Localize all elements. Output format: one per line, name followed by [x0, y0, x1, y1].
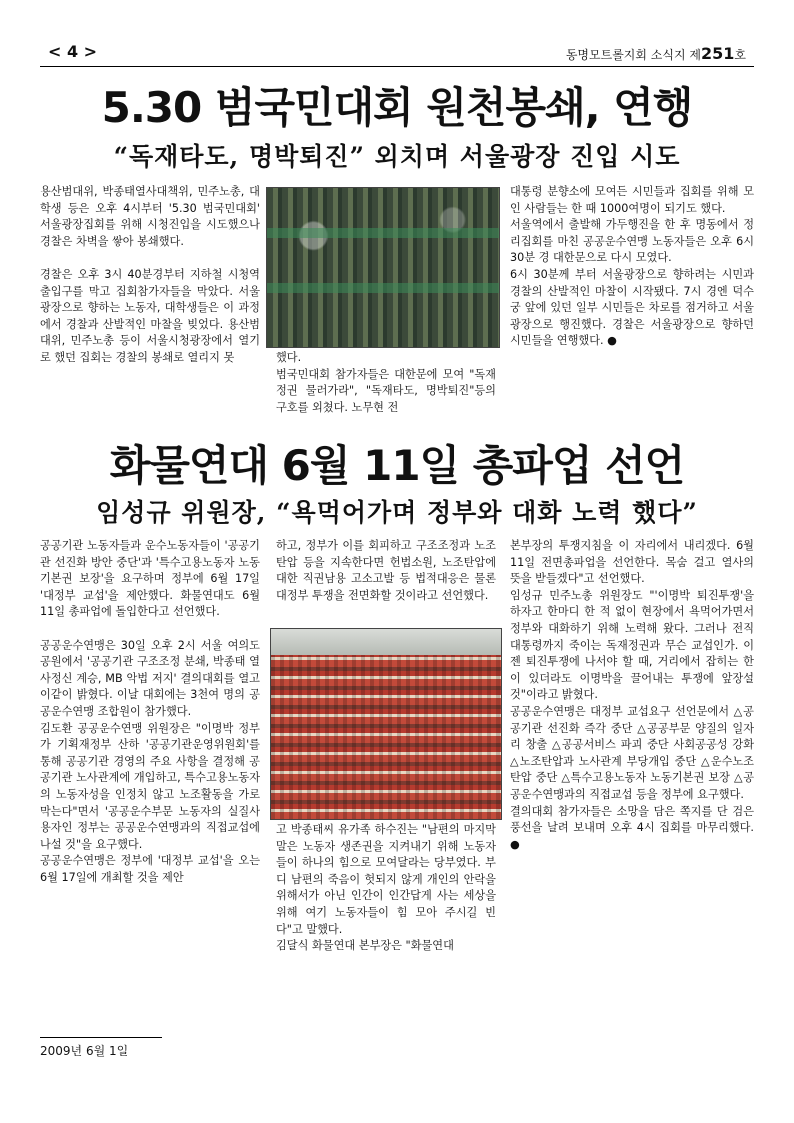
publication-issue: 동명모트롤지회 소식지 제251호 — [565, 44, 746, 63]
rally-photo — [266, 187, 500, 348]
article2-subhead: 임성규 위원장, “욕먹어가며 정부와 대화 노력 했다” — [96, 498, 698, 527]
article1-column-2: 했다. 범국민대회 참가자들은 대한문에 모여 "독재정권 물러가라", "독재타도, 명박퇴진"등의 구호를 외쳤다. 노무현 전 — [276, 351, 496, 414]
footer-divider — [40, 1037, 162, 1038]
article2-column-3: 본부장의 투쟁지침을 이 자리에서 내리겠다. 6월 11일 전면총파업을 선언한다. 목숨 걸고 열사의 뜻을 받들겠다"고 선언했다. 임성규 민주노총 위원장도 "'이명박 퇴진투쟁'을 하자고 한마디 한 적 없이 현장에서 욕먹어가면서 정부와 대화하기 위해 노력해 왔다. 그러나 전직 대통령까지 죽이는 독재정권과 무슨 교섭인가. 이젠 퇴진투쟁에 나서야 할 때, 거리에서 잡히는 한이 있더라도 이명박을 끌어내는 투쟁에 앞장설 것"이라고 밝혔다. 공공운수연맹은 대정부 교섭요구 선언문에서 △공공기관 선진화 즉각 중단 △공공부문 양질의 일자리 창출 △공공서비스 파괴 중단 사회공공성 강화 △노조탄압과 노사관계 부당개입 중단 △운수노조 탄압 중단 △특수고용노동자 노동기본권 보장 △공공운수연맹과의 직접교섭 등을 정부에 요구했다. 결의대회 참가자들은 소망을 담은 쪽지를 단 검은 풍선을 날려 보내며 오후 4시 집회를 마무리했다. ● — [510, 539, 754, 851]
issue-number: 251 — [701, 44, 735, 63]
article2-headline: 화물연대 6월 11일 총파업 선언 — [109, 441, 685, 490]
article2-column-1: 공공기관 노동자들과 운수노동자들이 '공공기관 선진화 방안 중단'과 '특수고용노동자 노동기본권 보장'을 요구하며 정부에 6월 17일 '대정부 교섭'을 제안했다. 화물연대도 6월 11일 총파업에 돌입한다고 선언했다. 공공운수연맹은 30일 오후 2시 서울 여의도공원에서 '공공기관 구조조정 분쇄, 박종태 열사정신 계승, MB 악법 저지' 결의대회를 열고 이같이 밝혔다. 이날 대회에는 3천여 명의 공공운수연맹 조합원이 참가했다. 김도환 공공운수연맹 위원장은 "이명박 정부가 기획재정부 산하 '공공기관운영위원회'를 통해 공공기관 경영의 주요 사항을 결정해 공공기관 노사관계에 개입하고, 특수고용노동자의 노동자성을 인정치 않고 노조활동을 가로막는다"면서 '공공운수부문 노동자의 실질사용자인 정부는 공공운수연맹과의 직접교섭에 나설 것"을 요구했다. 공공운수연맹은 정부에 '대정부 교섭'을 오는 6월 17일에 개최할 것을 제안 — [40, 539, 260, 884]
article1-column-3: 대통령 분향소에 모여든 시민들과 집회를 위해 모인 사람들는 한 때 1000여명이 되기도 했다. 서울역에서 출발해 가두행진을 한 후 명동에서 정리집회를 마친 공공운수연맹 노동자들은 오후 6시 30분 경 대한문으로 다시 모였다. 6시 30분께 부터 서울광장으로 향하려는 시민과 경찰의 산발적인 마찰이 시작됐다. 7시 경엔 덕수궁 앞에 있던 일부 시민들은 차로를 점거하고 서울광장으로 행진했다. 경찰은 서울광장으로 향하던 시민들을 연행했다. ● — [510, 185, 754, 348]
article1-headline: 5.30 범국민대회 원천봉쇄, 연행 — [101, 83, 693, 132]
strike-rally-photo — [270, 628, 502, 820]
article1-subhead: “독재타도, 명박퇴진” 외치며 서울광장 진입 시도 — [113, 142, 681, 171]
article2-column-2-top: 하고, 정부가 이를 회피하고 구조조정과 노조탄압 등을 지속한다면 헌법소원, 노조탄압에 대한 직권남용 고소고발 등 법적대응은 물론 대정부 투쟁을 전면화할 것이라고 선언했다. — [276, 539, 496, 602]
publication-date: 2009년 6월 1일 — [40, 1044, 129, 1058]
article1-column-1: 용산범대위, 박종태열사대책위, 민주노총, 대학생 등은 오후 4시부터 '5.30 범국민대회' 서울광장집회를 위해 시청진입을 시도했으나 경찰은 차벽을 쌓아 봉쇄했다. 경찰은 오후 3시 40분경부터 지하철 시청역 출입구를 막고 집회참가자들을 막았다. 서울광장으로 향하는 노동자, 대학생들은 이 과정에서 경찰과 산발적인 마찰을 빚었다. 용산범대위, 민주노총 등이 서울시청광장에서 열기로 했던 집회는 경찰의 봉쇄로 열리지 못 — [40, 185, 260, 364]
page-header — [40, 42, 754, 64]
page-number: < 4 > — [48, 42, 98, 61]
header-divider — [40, 66, 754, 67]
article2-column-2-bottom: 고 박종태씨 유가족 하수진는 "남편의 마지막 말은 노동자 생존권을 지켜내기 위해 노동자들이 하나의 힘으로 모여달라는 당부였다. 부디 남편의 죽음이 헛되지 않게 개인의 안락을 위해서가 아닌 인간이 인간답게 사는 세상을 위해 여기 노동자들이 힘 모아 주시길 빈다"고 말했다. 김달식 화물연대 본부장은 "화물연대 — [276, 823, 496, 953]
